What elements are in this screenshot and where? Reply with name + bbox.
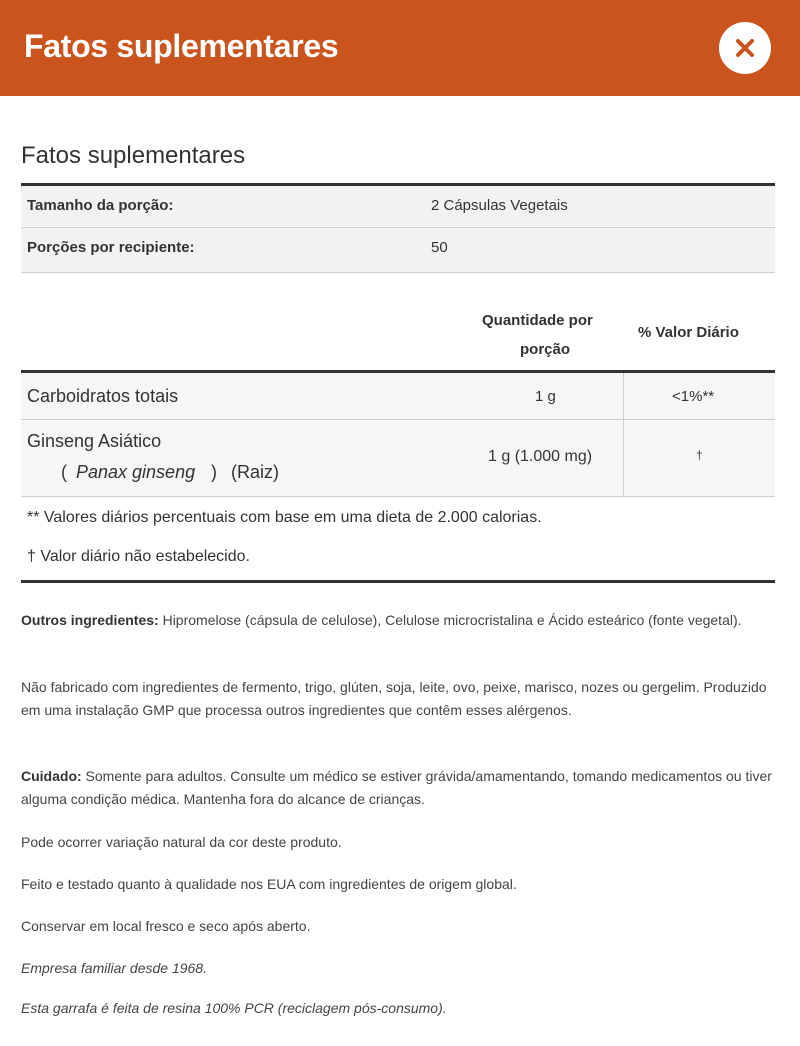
storage-note: Conservar em local fresco e seco após aberto. — [21, 918, 311, 934]
nutrient-dv: <1%** — [672, 388, 715, 405]
modal-title: Fatos suplementares — [24, 28, 339, 64]
modal-header — [0, 0, 800, 96]
facts-title: Fatos suplementares — [21, 142, 246, 169]
caution-text: Somente para adultos. Consulte um médico se estiver grávida/amamentando, tomando medicamentos ou tiver alguma condição médica. Mantenha fora do alcance de crianças. — [21, 768, 772, 807]
divider — [21, 496, 775, 497]
column-divider — [623, 373, 624, 496]
nutrient-dv: † — [696, 448, 703, 462]
col-amount-header: Quantidade por — [482, 312, 593, 329]
nutrient-latin-open: ( — [61, 462, 67, 482]
close-button[interactable] — [719, 22, 771, 74]
caution-label: Cuidado: — [21, 768, 82, 784]
footnote-not-established: † Valor diário não estabelecido. — [27, 548, 250, 565]
nutrient-latin-close: ) — [211, 462, 217, 482]
serving-size-label: Tamanho da porção: — [27, 197, 174, 214]
nutrient-latin-name: Panax ginseng — [76, 462, 196, 482]
nutrient-amount: 1 g (1.000 mg) — [488, 448, 593, 465]
other-ingredients-text: Hipromelose (cápsula de celulose), Celulose microcristalina e Ácido esteárico (fonte vegetal). — [158, 612, 742, 628]
rule — [21, 580, 775, 583]
tested-note: Feito e testado quanto à qualidade nos EUA com ingredientes de origem global. — [21, 876, 517, 892]
nutrient-name: Ginseng Asiático — [27, 431, 162, 451]
other-ingredients — [21, 609, 781, 632]
close-icon — [735, 38, 755, 58]
bottle-note: Esta garrafa é feita de resina 100% PCR (reciclagem pós-consumo). — [21, 1000, 447, 1016]
nutrient-amount: 1 g — [535, 388, 556, 405]
col-amount-header-2: porção — [520, 341, 571, 358]
family-note: Empresa familiar desde 1968. — [21, 960, 207, 976]
nutrient-name: Carboidratos totais — [27, 386, 179, 406]
nutrient-part: (Raiz) — [231, 462, 279, 482]
serving-size-value: 2 Cápsulas Vegetais — [431, 197, 568, 214]
color-note: Pode ocorrer variação natural da cor deste produto. — [21, 834, 342, 850]
servings-label: Porções por recipiente: — [27, 239, 195, 256]
caution — [21, 765, 781, 811]
col-dv-header: % Valor Diário — [638, 324, 739, 341]
divider — [21, 272, 775, 273]
footnote-dv: ** Valores diários percentuais com base em uma dieta de 2.000 calorias. — [27, 509, 542, 526]
servings-value: 50 — [431, 239, 448, 256]
allergen-statement: Não fabricado com ingredientes de fermento, trigo, glúten, soja, leite, ovo, peixe, marisco, nozes ou gergelim. Produzido em uma instalação GMP que processa outros ingredientes que contêm esses alérgenos. — [21, 679, 767, 718]
other-ingredients-label: Outros ingredientes: — [21, 612, 159, 628]
